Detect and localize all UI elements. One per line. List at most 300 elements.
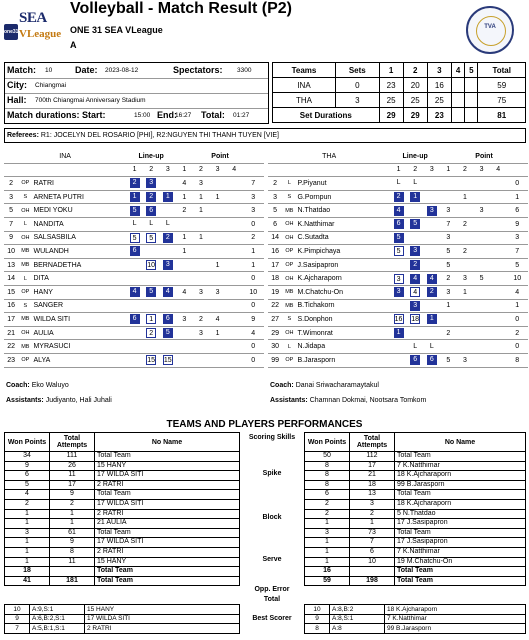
set-points xyxy=(209,204,226,218)
player-total-points: 0 xyxy=(507,313,528,327)
player-total-points: 1 xyxy=(243,245,264,259)
set-points xyxy=(226,313,243,327)
set-number: 1 xyxy=(126,163,143,177)
table-row xyxy=(5,605,240,615)
set-points: 2 xyxy=(440,272,457,286)
lineup-position xyxy=(130,341,140,351)
table-row xyxy=(305,519,526,529)
total-attempts-header: Total Attempts xyxy=(350,433,395,452)
lineup-position: 5 xyxy=(394,246,404,256)
table-row xyxy=(268,245,528,259)
player-total-points: 1 xyxy=(243,258,264,272)
lineup-position: 2 xyxy=(410,260,420,270)
won-points: 1 xyxy=(305,547,350,557)
set-points xyxy=(193,245,210,259)
sets-header: 1 xyxy=(379,63,403,78)
match-number: 10 xyxy=(45,67,53,74)
player-number: 5 xyxy=(4,204,18,218)
table-row xyxy=(5,490,240,500)
spectators-label: Spectators: xyxy=(173,65,223,75)
best-player: 2 RATRI xyxy=(85,624,240,634)
set-points: 1 xyxy=(440,299,457,313)
set-points xyxy=(226,258,243,272)
lineup-position xyxy=(394,259,404,269)
best-breakdown: A:8,S:1 xyxy=(330,614,385,624)
table-row xyxy=(305,614,526,624)
set-points xyxy=(490,353,507,367)
set-points: 1 xyxy=(457,190,474,204)
sets-cell: 20 xyxy=(403,78,427,93)
tha-assistants xyxy=(270,397,426,404)
set-number: 2 xyxy=(193,163,210,177)
lineup-position: 4 xyxy=(130,287,140,297)
set-points: 1 xyxy=(176,245,193,259)
total-attempts: 7 xyxy=(350,538,395,548)
lineup-position xyxy=(146,273,156,283)
tha-coach xyxy=(270,382,379,389)
player-position: MB xyxy=(18,258,32,272)
lineup-position: L xyxy=(149,220,154,228)
lineup-position xyxy=(410,205,420,215)
best-player: 18 K.Ajcharaporn xyxy=(385,605,526,615)
table-row xyxy=(268,258,528,272)
set-number: 2 xyxy=(407,163,424,177)
player-name: 2 RATRI xyxy=(95,547,240,557)
won-points: 2 xyxy=(5,499,50,509)
player-position: OH xyxy=(18,326,32,340)
lineup-position: 3 xyxy=(163,260,173,270)
won-points: 5 xyxy=(5,480,50,490)
player-name: P.Piyanut xyxy=(296,177,390,191)
set-points xyxy=(490,245,507,259)
best-points: 7 xyxy=(5,624,30,634)
set-points xyxy=(457,299,474,313)
lineup-position: 1 xyxy=(130,192,140,202)
league-logo xyxy=(4,6,62,50)
player-name: N.Jidapa xyxy=(296,340,390,354)
won-points: 18 xyxy=(5,567,50,577)
lineup-position: 4 xyxy=(163,287,173,297)
table-row xyxy=(5,538,240,548)
player-number: 18 xyxy=(268,272,282,286)
set-points xyxy=(473,258,490,272)
lineup-position xyxy=(163,177,173,187)
player-total-points: 4 xyxy=(507,285,528,299)
referees xyxy=(4,128,526,143)
sets-header: 4 xyxy=(451,63,464,78)
player-total-points: 0 xyxy=(507,340,528,354)
lineup-position: 5 xyxy=(146,233,156,243)
table-row xyxy=(5,547,240,557)
lineup-position: 10 xyxy=(147,262,156,270)
coach-label: Coach: xyxy=(6,382,30,389)
table-row xyxy=(4,204,264,218)
team-name: THA xyxy=(268,150,390,163)
total-attempts: 198 xyxy=(350,576,395,586)
set-durations-label: Set Durations xyxy=(273,108,380,123)
player-name: Total Team xyxy=(95,576,240,586)
player-total-points: 7 xyxy=(507,245,528,259)
won-points: 34 xyxy=(5,452,50,462)
set-points xyxy=(226,204,243,218)
player-name: 99 B.Jarasporn xyxy=(395,480,526,490)
logo-vleague-text: VLeague xyxy=(19,28,62,40)
set-points xyxy=(490,313,507,327)
won-points: 3 xyxy=(5,528,50,538)
total-attempts: 73 xyxy=(350,528,395,538)
player-total-points: 3 xyxy=(507,231,528,245)
lineup-position: 5 xyxy=(394,233,404,243)
set-points: 3 xyxy=(209,285,226,299)
assistants-label: Assistants: xyxy=(270,397,308,404)
best-breakdown: A:6,B:2,S:1 xyxy=(30,614,85,624)
player-number: 14 xyxy=(4,272,18,286)
lineup-position: L xyxy=(132,220,137,228)
set-points xyxy=(473,285,490,299)
set-points xyxy=(440,313,457,327)
player-position: L xyxy=(282,177,296,191)
table-row xyxy=(268,231,528,245)
set-number: 1 xyxy=(176,163,193,177)
table-row xyxy=(305,461,526,471)
sets-cell: 25 xyxy=(427,93,451,108)
set-points: 3 xyxy=(193,285,210,299)
player-number: 17 xyxy=(4,313,18,327)
lineup-position xyxy=(163,245,173,255)
won-points: 41 xyxy=(5,576,50,586)
best-breakdown: A:8 xyxy=(330,624,385,634)
won-points: 8 xyxy=(305,480,350,490)
won-points: 2 xyxy=(305,509,350,519)
set-points xyxy=(209,272,226,286)
player-position: MB xyxy=(18,313,32,327)
player-position: MB xyxy=(282,299,296,313)
player-total-points: 3 xyxy=(243,190,264,204)
player-position: S xyxy=(282,190,296,204)
total-attempts: 10 xyxy=(350,557,395,567)
set-points xyxy=(440,340,457,354)
lineup-position: 2 xyxy=(163,233,173,243)
lineup-position: 6 xyxy=(130,246,140,256)
set-points xyxy=(473,299,490,313)
player-name: Total Team xyxy=(395,490,526,500)
won-points: 1 xyxy=(305,538,350,548)
table-row xyxy=(5,461,240,471)
set-number: 3 xyxy=(159,163,176,177)
player-total-points: 10 xyxy=(507,272,528,286)
hall: 700th Chiangmai Anniversary Stadium xyxy=(35,97,146,104)
durations-label: Match durations: Start: xyxy=(7,110,106,120)
lineup-position: 2 xyxy=(146,328,156,338)
set-points xyxy=(440,177,457,191)
table-row xyxy=(5,452,240,462)
lineup-position xyxy=(427,327,437,337)
set-points: 2 xyxy=(193,313,210,327)
won-points: 1 xyxy=(5,509,50,519)
player-name: 17 J.Sasipapron xyxy=(395,538,526,548)
set-points xyxy=(209,177,226,191)
total-attempts: 21 xyxy=(350,471,395,481)
lineup-position: 3 xyxy=(394,274,404,284)
lineup-position: 6 xyxy=(427,355,437,365)
player-total-points: 3 xyxy=(243,204,264,218)
sets-cell: 25 xyxy=(403,93,427,108)
sets-header: 5 xyxy=(465,63,478,78)
set-points xyxy=(226,285,243,299)
set-points xyxy=(209,299,226,313)
set-number: 2 xyxy=(143,163,160,177)
set-points xyxy=(457,340,474,354)
player-total-points: 0 xyxy=(243,353,264,367)
lineup-position xyxy=(163,341,173,351)
player-name: WULANDH xyxy=(32,245,126,259)
lineup-position: 15 xyxy=(147,357,156,365)
won-points: 1 xyxy=(5,538,50,548)
sets-cell xyxy=(465,93,478,108)
player-total-points: 10 xyxy=(243,285,264,299)
tha-assistants-names: Chamnan Dokmai, Nootsara Tomkom xyxy=(309,397,427,404)
player-number: 5 xyxy=(268,204,282,218)
table-row xyxy=(5,576,240,586)
player-number: 23 xyxy=(4,353,18,367)
total-attempts: 112 xyxy=(350,452,395,462)
set-points xyxy=(226,190,243,204)
won-points: 8 xyxy=(305,461,350,471)
table-row xyxy=(268,190,528,204)
lineup-position: 2 xyxy=(146,192,156,202)
sets-header: 2 xyxy=(403,63,427,78)
player-total-points: 7 xyxy=(243,177,264,191)
player-name: Total Team xyxy=(95,452,240,462)
spectators-count: 3300 xyxy=(237,67,252,74)
match-info xyxy=(4,62,269,124)
table-row xyxy=(268,340,528,354)
set-points: 2 xyxy=(176,204,193,218)
set-duration: 81 xyxy=(478,108,526,123)
set-duration: 29 xyxy=(379,108,403,123)
lineup-position: 5 xyxy=(146,287,156,297)
lineup-position xyxy=(130,259,140,269)
table-row xyxy=(5,614,240,624)
tha-performance-table xyxy=(304,432,526,586)
table-row xyxy=(305,576,526,586)
sets-cell: 0 xyxy=(336,78,380,93)
table-row xyxy=(4,258,264,272)
set-points xyxy=(226,353,243,367)
lineup-position xyxy=(410,232,420,242)
won-points: 8 xyxy=(305,471,350,481)
total-attempts: 1 xyxy=(50,509,95,519)
won-points: 1 xyxy=(305,557,350,567)
total-attempts: 11 xyxy=(50,557,95,567)
set-points: 3 xyxy=(176,313,193,327)
player-name: 7 K.Natthimar xyxy=(395,461,526,471)
player-name: Total Team xyxy=(95,528,240,538)
set-points xyxy=(176,272,193,286)
set-points xyxy=(176,340,193,354)
ina-assistants-names: Judiyanto, Hali Juhali xyxy=(45,397,112,404)
set-points: 1 xyxy=(193,204,210,218)
page-title: Volleyball - Match Result (P2) xyxy=(70,0,292,17)
set-duration xyxy=(451,108,464,123)
set-points xyxy=(457,326,474,340)
set-number: 3 xyxy=(423,163,440,177)
player-position: OH xyxy=(282,272,296,286)
set-points xyxy=(473,177,490,191)
player-name: 17 WILDA SITI xyxy=(95,471,240,481)
lineup-position: 3 xyxy=(410,301,420,311)
set-points: 3 xyxy=(440,231,457,245)
player-total-points: 5 xyxy=(507,258,528,272)
total-attempts: 8 xyxy=(50,547,95,557)
lineup-position xyxy=(394,354,404,364)
set-points xyxy=(193,258,210,272)
total-attempts: 17 xyxy=(350,461,395,471)
player-number: 13 xyxy=(4,258,18,272)
player-number: 27 xyxy=(268,313,282,327)
player-total-points: 1 xyxy=(507,299,528,313)
won-points: 1 xyxy=(5,547,50,557)
total-attempts-header: Total Attempts xyxy=(50,433,95,452)
table-row xyxy=(4,272,264,286)
table-row xyxy=(268,299,528,313)
player-name: S.Donphon xyxy=(296,313,390,327)
set-points xyxy=(440,190,457,204)
set-points xyxy=(490,299,507,313)
assistants-label: Assistants: xyxy=(6,397,44,404)
player-number: 2 xyxy=(268,177,282,191)
table-row xyxy=(5,519,240,529)
player-position: OH xyxy=(282,326,296,340)
won-points: 2 xyxy=(305,499,350,509)
ina-assistants xyxy=(6,397,112,404)
set-points xyxy=(193,340,210,354)
skill-label: Total xyxy=(263,596,281,603)
scoring-skills-header: Scoring Skills xyxy=(248,434,296,441)
set-number: 1 xyxy=(440,163,457,177)
lineup-position xyxy=(146,245,156,255)
set-points xyxy=(490,190,507,204)
total-label: Total: xyxy=(201,110,225,120)
player-number: 17 xyxy=(268,258,282,272)
won-points: 4 xyxy=(5,490,50,500)
best-player: 17 WILDA SITI xyxy=(85,614,240,624)
total-attempts: 18 xyxy=(350,480,395,490)
set-points: 1 xyxy=(193,231,210,245)
set-points: 5 xyxy=(440,245,457,259)
set-points: 4 xyxy=(176,285,193,299)
set-points xyxy=(226,299,243,313)
table-row xyxy=(4,177,264,191)
player-name: K.Ajcharaporn xyxy=(296,272,390,286)
player-name: MEDI YOKU xyxy=(32,204,126,218)
performances-title: TEAMS AND PLAYERS PERFORMANCES xyxy=(166,419,363,430)
player-name: RATRI xyxy=(32,177,126,191)
end-time: 16:27 xyxy=(175,112,192,119)
set-points: 3 xyxy=(193,326,210,340)
player-number: 9 xyxy=(4,231,18,245)
player-number: 10 xyxy=(4,245,18,259)
player-total-points: 0 xyxy=(243,299,264,313)
set-points xyxy=(490,204,507,218)
set-points xyxy=(209,353,226,367)
set-points xyxy=(490,285,507,299)
set-points xyxy=(209,231,226,245)
total-attempts xyxy=(50,567,95,577)
table-row xyxy=(5,624,240,634)
set-points xyxy=(193,353,210,367)
sets-cell: 16 xyxy=(427,78,451,93)
lineup-position xyxy=(427,245,437,255)
won-points-header: Won Points xyxy=(305,433,350,452)
set-points xyxy=(193,217,210,231)
player-number: 21 xyxy=(4,326,18,340)
player-name: B.Tichakorn xyxy=(296,299,390,313)
best-player: 7 K.Natthimar xyxy=(385,614,526,624)
player-name: Total Team xyxy=(395,528,526,538)
set-points: 3 xyxy=(457,353,474,367)
match-label: Match: xyxy=(7,65,36,75)
sets-cell: THA xyxy=(273,93,336,108)
table-row xyxy=(305,499,526,509)
set-number: 3 xyxy=(473,163,490,177)
won-points: 16 xyxy=(305,567,350,577)
set-points xyxy=(490,340,507,354)
set-points xyxy=(457,204,474,218)
sets-cell: INA xyxy=(273,78,336,93)
no-name-header: No Name xyxy=(395,433,526,452)
best-breakdown: A:9,S:1 xyxy=(30,605,85,615)
player-position: OP xyxy=(18,353,32,367)
total-attempts: 1 xyxy=(50,519,95,529)
date-label: Date: xyxy=(75,65,98,75)
best-points: 10 xyxy=(305,605,330,615)
lineup-position xyxy=(427,232,437,242)
set-points: 7 xyxy=(440,217,457,231)
player-total-points: 2 xyxy=(243,231,264,245)
player-position: L xyxy=(18,217,32,231)
table-row xyxy=(268,177,528,191)
set-points: 1 xyxy=(193,190,210,204)
set-points xyxy=(473,353,490,367)
player-total-points: 2 xyxy=(507,326,528,340)
player-position: OP xyxy=(282,245,296,259)
lineup-position: 5 xyxy=(163,328,173,338)
player-number: 29 xyxy=(268,326,282,340)
set-points xyxy=(490,272,507,286)
table-row xyxy=(4,285,264,299)
won-points: 1 xyxy=(305,519,350,529)
set-number: 3 xyxy=(209,163,226,177)
sets-header: Sets xyxy=(336,63,380,78)
sets-cell: 3 xyxy=(336,93,380,108)
player-name: MYRASUCI xyxy=(32,340,126,354)
set-points xyxy=(176,353,193,367)
set-points xyxy=(193,272,210,286)
won-points-header: Won Points xyxy=(5,433,50,452)
set-duration xyxy=(465,108,478,123)
total-attempts: 3 xyxy=(350,499,395,509)
player-position: OP xyxy=(282,258,296,272)
lineup-position xyxy=(394,300,404,310)
table-row xyxy=(305,557,526,567)
table-row xyxy=(4,299,264,313)
total-attempts: 111 xyxy=(50,452,95,462)
table-row xyxy=(268,217,528,231)
skill-label: Block xyxy=(262,514,282,521)
player-position: MB xyxy=(18,245,32,259)
total-attempts: 26 xyxy=(50,461,95,471)
